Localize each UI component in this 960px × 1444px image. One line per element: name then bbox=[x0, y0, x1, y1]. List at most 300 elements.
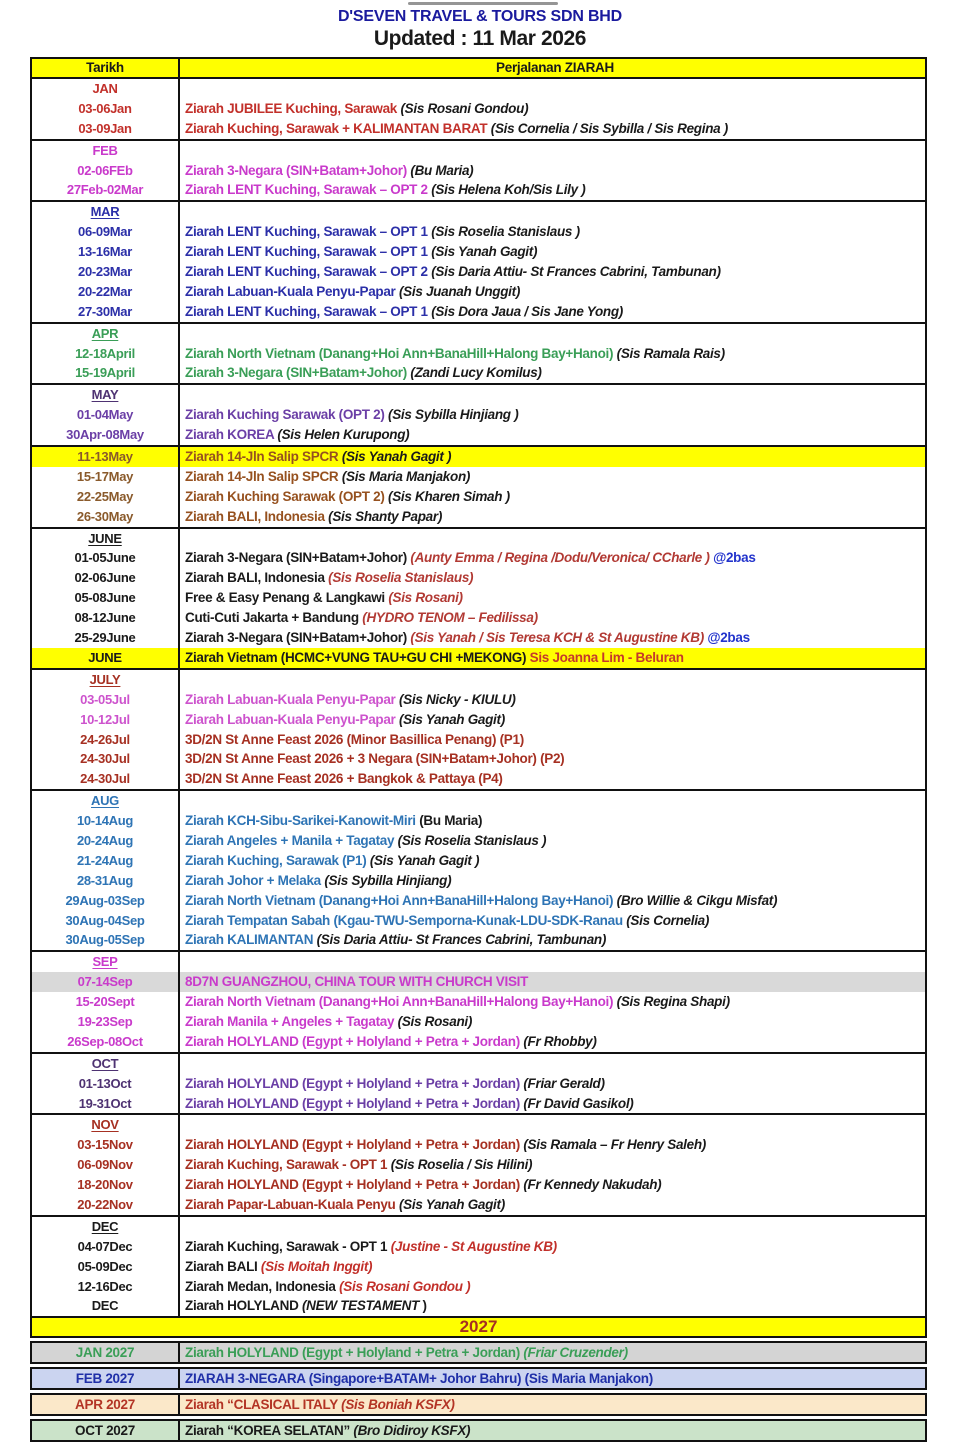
date-cell: 12-18April bbox=[32, 344, 180, 364]
trip-participants: (HYDRO TENOM – Fedilissa) bbox=[362, 610, 538, 626]
date-cell: OCT 2027 bbox=[32, 1421, 180, 1440]
trip-cell bbox=[180, 529, 925, 549]
trip-title: Ziarah HOLYLAND (Egypt + Holyland + Petra + Jordan) bbox=[185, 1095, 524, 1111]
trip-cell bbox=[180, 1195, 925, 1215]
date-cell: 10-14Aug bbox=[32, 811, 180, 831]
date-cell: JAN 2027 bbox=[32, 1343, 180, 1362]
month-group bbox=[30, 322, 927, 386]
trip-cell bbox=[180, 363, 925, 383]
trip-title: Ziarah Medan, Indonesia bbox=[185, 1278, 340, 1294]
trip-cell bbox=[180, 930, 925, 950]
trip-participants: (Sis Yanah Gagit ) bbox=[369, 852, 480, 868]
month-label: MAR bbox=[90, 204, 120, 220]
trip-title: Ziarah Vietnam (HCMC+VUNG TAU+GU CHI +MEKONG) bbox=[185, 649, 530, 665]
trip-participants: (Fr Kennedy Nakudah) bbox=[523, 1177, 662, 1193]
schedule-row bbox=[32, 282, 925, 302]
trip-cell bbox=[180, 710, 925, 730]
date-cell: 01-13Oct bbox=[32, 1074, 180, 1094]
schedule-row bbox=[32, 302, 925, 322]
schedule-row bbox=[32, 507, 925, 527]
trip-cell bbox=[180, 282, 925, 302]
date-cell: 07-14Sep bbox=[32, 972, 180, 992]
trip-participants: (Sis Boniah KSFX) bbox=[341, 1397, 455, 1413]
trip-participants: (Friar Cruzender) bbox=[523, 1345, 628, 1361]
month-header-cell bbox=[32, 202, 180, 222]
trip-participants: (Sis Maria Manjakon) bbox=[341, 468, 471, 484]
trip-cell bbox=[180, 302, 925, 322]
schedule-row bbox=[32, 447, 925, 467]
trip-cell bbox=[180, 385, 925, 405]
schedule-row bbox=[32, 930, 925, 950]
trip-title: Ziarah Johor + Melaka bbox=[185, 872, 325, 888]
trip-participants: (Sis Kharen Simah ) bbox=[388, 488, 510, 504]
trip-title: Ziarah LENT Kuching, Sarawak – OPT 2 bbox=[185, 264, 432, 280]
trip-participants: (Sis Yanah / Sis Teresa KCH & St Augustine KB) bbox=[410, 630, 704, 646]
trip-cell bbox=[180, 831, 925, 851]
trip-cell bbox=[180, 1296, 925, 1316]
trip-cell bbox=[180, 891, 925, 911]
schedule-row bbox=[32, 710, 925, 730]
trip-participants: (Sis Cornelia) bbox=[626, 912, 710, 928]
trip-cell bbox=[180, 548, 925, 568]
trip-cell bbox=[180, 180, 925, 200]
trip-cell bbox=[180, 911, 925, 931]
trip-participants: (Justine - St Augustine KB) bbox=[390, 1238, 557, 1254]
schedule-row bbox=[32, 1277, 925, 1297]
trip-cell bbox=[180, 992, 925, 1012]
month-header-row bbox=[32, 324, 925, 344]
schedule-groups bbox=[30, 77, 927, 1318]
trip-participants: (Sis Ramala Rais) bbox=[616, 345, 725, 361]
trip-participants: (Sis Dora Jaua / Sis Jane Yong) bbox=[431, 303, 623, 319]
date-cell: 30Aug-04Sep bbox=[32, 911, 180, 931]
date-cell: 03-09Jan bbox=[32, 119, 180, 139]
month-label: JAN bbox=[92, 81, 118, 96]
schedule-row bbox=[32, 425, 925, 445]
date-cell: 02-06June bbox=[32, 568, 180, 588]
trip-participants: (Sis Helen Kurupong) bbox=[277, 427, 410, 443]
date-cell: 29Aug-03Sep bbox=[32, 891, 180, 911]
trip-cell bbox=[180, 1054, 925, 1074]
date-cell: 10-12Jul bbox=[32, 710, 180, 730]
date-cell: 03-06Jan bbox=[32, 99, 180, 119]
schedule-row bbox=[32, 1032, 925, 1052]
date-cell: 15-17May bbox=[32, 467, 180, 487]
trip-title: Ziarah BALI bbox=[185, 1258, 261, 1274]
schedule-row bbox=[32, 119, 925, 139]
date-cell: 18-20Nov bbox=[32, 1175, 180, 1195]
trip-title: Ziarah Kuching, Sarawak - OPT 1 bbox=[185, 1238, 391, 1254]
column-header-tarikh: Tarikh bbox=[32, 59, 180, 77]
month-group bbox=[30, 200, 927, 323]
trip-participants: (Sis Ramala – Fr Henry Saleh) bbox=[523, 1137, 706, 1153]
schedule-row bbox=[32, 690, 925, 710]
date-cell: 02-06FEb bbox=[32, 161, 180, 181]
trip-title: @2bas bbox=[709, 550, 756, 566]
trip-participants: (Sis Rosani Gondou ) bbox=[339, 1278, 471, 1294]
trip-cell bbox=[180, 447, 925, 467]
trip-title: Ziarah Kuching, Sarawak + KALIMANTAN BARAT bbox=[185, 120, 491, 136]
trip-cell bbox=[180, 1369, 925, 1388]
trip-cell bbox=[180, 1135, 925, 1155]
schedule-row bbox=[32, 548, 925, 568]
date-cell: 19-23Sep bbox=[32, 1012, 180, 1032]
schedule-row bbox=[32, 851, 925, 871]
trip-title: Ziarah Angeles + Manila + Tagatay bbox=[185, 832, 398, 848]
trip-title: Ziarah Manila + Angeles + Tagatay bbox=[185, 1013, 398, 1029]
date-cell: 30Apr-08May bbox=[32, 425, 180, 445]
trip-title: Ziarah LENT Kuching, Sarawak – OPT 1 bbox=[185, 244, 432, 260]
trip-title: Ziarah LENT Kuching, Sarawak – OPT 1 bbox=[185, 224, 432, 240]
trip-cell bbox=[180, 405, 925, 425]
trip-title: Ziarah Tempatan Sabah (Kgau-TWU-Semporna-Kunak-LDU-SDK-Ranau bbox=[185, 912, 627, 928]
trip-participants: (Sis Moitah Inggit) bbox=[260, 1258, 373, 1274]
trip-cell bbox=[180, 1257, 925, 1277]
date-cell: 26Sep-08Oct bbox=[32, 1032, 180, 1052]
date-cell: JUNE bbox=[32, 648, 180, 668]
trip-title: Ziarah Labuan-Kuala Penyu-Papar bbox=[185, 691, 399, 707]
schedule-row bbox=[32, 1094, 925, 1114]
schedule-row bbox=[32, 831, 925, 851]
month-group bbox=[30, 445, 927, 529]
trip-title: Free & Easy Penang & Langkawi bbox=[185, 590, 389, 606]
month-group bbox=[30, 1052, 927, 1116]
trip-title: 8D7N GUANGZHOU, CHINA TOUR WITH CHURCH VISIT bbox=[185, 974, 529, 990]
date-cell: 08-12June bbox=[32, 608, 180, 628]
schedule-row bbox=[32, 871, 925, 891]
schedule-row bbox=[32, 222, 925, 242]
date-cell: 28-31Aug bbox=[32, 871, 180, 891]
month-label: MAY bbox=[91, 387, 119, 403]
month-header-row bbox=[32, 529, 925, 549]
trip-participants: (Zandi Lucy Komilus) bbox=[410, 365, 542, 381]
schedule-row bbox=[32, 1074, 925, 1094]
trip-cell bbox=[180, 242, 925, 262]
schedule-row bbox=[32, 648, 925, 668]
month-header-cell bbox=[32, 1115, 180, 1135]
month-label: DEC bbox=[91, 1218, 119, 1234]
trip-participants: (Sis Cornelia / Sis Sybilla / Sis Regina ) bbox=[490, 120, 728, 136]
trip-title: Cuti-Cuti Jakarta + Bandung bbox=[185, 610, 363, 626]
trip-title: Ziarah BALI, Indonesia bbox=[185, 570, 329, 586]
month-header-cell bbox=[32, 791, 180, 811]
trip-participants: (Sis Daria Attiu- St Frances Cabrini, Tambunan) bbox=[316, 932, 607, 948]
date-cell: 20-22Mar bbox=[32, 282, 180, 302]
trip-participants: (Sis Regina Shapi) bbox=[616, 994, 730, 1010]
date-cell: 24-30Jul bbox=[32, 769, 180, 789]
trip-cell bbox=[180, 811, 925, 831]
trip-participants: (Sis Shanty Papar) bbox=[328, 508, 443, 524]
date-cell: 24-30Jul bbox=[32, 749, 180, 769]
updated-date: Updated : 11 Mar 2026 bbox=[373, 27, 587, 50]
trip-title: 3D/2N St Anne Feast 2026 (Minor Basillica Penang) (P1) bbox=[185, 731, 524, 747]
trip-title: Ziarah HOLYLAND bbox=[185, 1298, 302, 1314]
trip-title: Ziarah 3-Negara (SIN+Batam+Johor) bbox=[185, 162, 411, 178]
month-group bbox=[30, 950, 927, 1053]
date-cell: 03-05Jul bbox=[32, 690, 180, 710]
month-header-row bbox=[32, 141, 925, 161]
trip-participants: (Sis Rosani Gondou) bbox=[400, 100, 529, 116]
trip-participants: (NEW TESTAMENT bbox=[301, 1298, 423, 1314]
trip-participants: (Bro Didiroy KSFX) bbox=[353, 1423, 471, 1439]
trip-title: Ziarah North Vietnam (Danang+Hoi Ann+BanaHill+Halong Bay+Hanoi) bbox=[185, 892, 617, 908]
trip-participants: (Bu Maria) bbox=[410, 162, 474, 178]
month-group bbox=[30, 668, 927, 791]
trip-title: Ziarah North Vietnam (Danang+Hoi Ann+BanaHill+Halong Bay+Hanoi) bbox=[185, 994, 617, 1010]
schedule-row bbox=[32, 769, 925, 789]
trip-title: Ziarah Labuan-Kuala Penyu-Papar bbox=[185, 283, 399, 299]
schedule-row bbox=[32, 911, 925, 931]
trip-cell bbox=[180, 568, 925, 588]
trip-title: Ziarah “KOREA SELATAN” bbox=[185, 1423, 354, 1439]
date-cell: 03-15Nov bbox=[32, 1135, 180, 1155]
trip-title: Ziarah Kuching Sarawak (OPT 2) bbox=[185, 407, 389, 423]
schedule-row bbox=[32, 1175, 925, 1195]
month-header-cell bbox=[32, 141, 180, 161]
trip-cell bbox=[180, 141, 925, 161]
date-cell: 20-22Nov bbox=[32, 1195, 180, 1215]
month-header-row bbox=[32, 791, 925, 811]
date-cell: 21-24Aug bbox=[32, 851, 180, 871]
schedule-row bbox=[32, 487, 925, 507]
date-cell: 01-04May bbox=[32, 405, 180, 425]
trip-cell bbox=[180, 648, 925, 668]
trip-participants: (Sis Roselia Stanislaus ) bbox=[431, 224, 580, 240]
schedule-row bbox=[32, 891, 925, 911]
trip-title: Ziarah BALI, Indonesia bbox=[185, 508, 329, 524]
trip-title: Ziarah 14-Jln Salip SPCR bbox=[185, 468, 342, 484]
month-header-cell bbox=[32, 1217, 180, 1237]
trip-participants: (Sis Yanah Gagit ) bbox=[341, 449, 452, 465]
column-header-perjalanan: Perjalanan ZIARAH bbox=[496, 60, 614, 75]
month-label: JULY bbox=[89, 671, 121, 687]
month-header-row bbox=[32, 670, 925, 690]
trip-cell bbox=[180, 1115, 925, 1135]
month-header-row bbox=[32, 79, 925, 99]
date-cell: APR 2027 bbox=[32, 1395, 180, 1414]
trip-participants: (Fr David Gasikol) bbox=[523, 1095, 634, 1111]
trip-cell bbox=[180, 851, 925, 871]
trip-title: Ziarah KCH-Sibu-Sarikei-Kanowit-Miri bbox=[185, 813, 420, 829]
trip-title: Ziarah HOLYLAND (Egypt + Holyland + Petra + Jordan) bbox=[185, 1137, 524, 1153]
trip-cell bbox=[180, 425, 925, 445]
trip-cell bbox=[180, 1395, 925, 1414]
month-header-row bbox=[32, 952, 925, 972]
date-cell: 19-31Oct bbox=[32, 1094, 180, 1114]
schedule-row bbox=[32, 405, 925, 425]
month-header-cell bbox=[32, 1054, 180, 1074]
trip-cell bbox=[180, 507, 925, 527]
month-header-cell bbox=[32, 670, 180, 690]
trip-title: 3D/2N St Anne Feast 2026 + 3 Negara (SIN+Batam+Johor) (P2) bbox=[185, 751, 565, 767]
date-cell: 20-23Mar bbox=[32, 262, 180, 282]
trip-cell bbox=[180, 608, 925, 628]
month-group bbox=[30, 527, 927, 670]
trip-cell bbox=[180, 222, 925, 242]
date-cell: FEB 2027 bbox=[32, 1369, 180, 1388]
trip-title: ) bbox=[422, 1298, 427, 1314]
month-label: JUNE bbox=[88, 530, 122, 546]
trip-cell bbox=[180, 1155, 925, 1175]
date-cell: DEC bbox=[32, 1296, 180, 1316]
rows-2027 bbox=[30, 1341, 927, 1442]
schedule-row bbox=[32, 344, 925, 364]
date-cell: 06-09Mar bbox=[32, 222, 180, 242]
trip-title: Ziarah Papar-Labuan-Kuala Penyu bbox=[185, 1196, 399, 1212]
month-header-row bbox=[32, 1115, 925, 1135]
trip-cell bbox=[180, 791, 925, 811]
trip-cell bbox=[180, 871, 925, 891]
trip-title: Ziarah HOLYLAND (Egypt + Holyland + Petra + Jordan) bbox=[185, 1033, 524, 1049]
schedule-row bbox=[32, 180, 925, 200]
month-header-row bbox=[32, 1054, 925, 1074]
schedule-row bbox=[32, 588, 925, 608]
trip-title: ZIARAH 3-NEGARA (Singapore+BATAM+ Johor Bahru) (Sis Maria Manjakon) bbox=[185, 1371, 653, 1387]
trip-cell bbox=[180, 1237, 925, 1257]
trip-participants: (Sis Nicky - KIULU) bbox=[398, 691, 516, 707]
trip-participants: (Sis Helena Koh/Sis Lily ) bbox=[431, 182, 586, 198]
trip-participants: (Sis Sybilla Hinjiang ) bbox=[388, 407, 519, 423]
trip-participants: (Friar Gerald) bbox=[523, 1075, 605, 1091]
schedule-row bbox=[32, 1296, 925, 1316]
date-cell: 01-05June bbox=[32, 548, 180, 568]
schedule-row bbox=[32, 568, 925, 588]
month-header-row bbox=[32, 1217, 925, 1237]
month-label: APR bbox=[91, 325, 119, 341]
trip-cell bbox=[180, 1012, 925, 1032]
trip-title: Ziarah 14-Jln Salip SPCR bbox=[185, 449, 342, 465]
trip-title: Ziarah “CLASICAL ITALY bbox=[185, 1397, 342, 1413]
trip-cell bbox=[180, 952, 925, 972]
trip-title: 3D/2N St Anne Feast 2026 + Bangkok & Pattaya (P4) bbox=[185, 771, 503, 787]
trip-cell bbox=[180, 1217, 925, 1237]
month-group bbox=[30, 1113, 927, 1216]
schedule-row bbox=[32, 628, 925, 648]
trip-title: Ziarah LENT Kuching, Sarawak – OPT 2 bbox=[185, 182, 432, 198]
trip-participants: (Sis Yanah Gagit) bbox=[398, 711, 505, 727]
trip-cell bbox=[180, 769, 925, 789]
schedule-row bbox=[32, 608, 925, 628]
date-cell: 25-29June bbox=[32, 628, 180, 648]
trip-participants: (Sis Yanah Gagit) bbox=[398, 1196, 505, 1212]
scan-artifact bbox=[408, 2, 558, 5]
trip-title: Ziarah Kuching, Sarawak (P1) bbox=[185, 852, 370, 868]
month-label: AUG bbox=[91, 793, 119, 809]
month-group bbox=[30, 139, 927, 203]
trip-title: Ziarah 3-Negara (SIN+Batam+Johor) bbox=[185, 365, 411, 381]
trip-title: Ziarah North Vietnam (Danang+Hoi Ann+BanaHill+Halong Bay+Hanoi) bbox=[185, 345, 617, 361]
trip-title: Ziarah Labuan-Kuala Penyu-Papar bbox=[185, 711, 399, 727]
schedule-row bbox=[30, 1367, 927, 1390]
trip-title: Ziarah JUBILEE Kuching, Sarawak bbox=[185, 100, 401, 116]
month-label: FEB bbox=[92, 142, 118, 158]
month-group bbox=[30, 1215, 927, 1318]
trip-participants: (Sis Roselia Stanislaus ) bbox=[397, 832, 547, 848]
date-cell: 06-09Nov bbox=[32, 1155, 180, 1175]
trip-cell bbox=[180, 1032, 925, 1052]
trip-participants: (Sis Roselia / Sis Hilini) bbox=[390, 1157, 533, 1173]
schedule-row bbox=[32, 262, 925, 282]
schedule-row bbox=[32, 242, 925, 262]
month-label: NOV bbox=[91, 1117, 119, 1133]
date-cell: 12-16Dec bbox=[32, 1277, 180, 1297]
schedule-row bbox=[32, 730, 925, 750]
month-header-cell bbox=[32, 324, 180, 344]
date-cell: 30Aug-05Sep bbox=[32, 930, 180, 950]
schedule-row bbox=[30, 1419, 927, 1442]
trip-cell bbox=[180, 1277, 925, 1297]
date-cell: 04-07Dec bbox=[32, 1237, 180, 1257]
date-cell: 05-08June bbox=[32, 588, 180, 608]
trip-title: Sis Joanna Lim - Beluran bbox=[529, 649, 684, 665]
trip-cell bbox=[180, 487, 925, 507]
date-cell: 15-19April bbox=[32, 363, 180, 383]
trip-cell bbox=[180, 670, 925, 690]
schedule-row bbox=[32, 1257, 925, 1277]
schedule-row bbox=[32, 467, 925, 487]
trip-participants: (Aunty Emma / Regina /Dodu/Veronica/ CCharle ) bbox=[410, 550, 710, 566]
month-group bbox=[30, 383, 927, 447]
schedule-row bbox=[30, 1341, 927, 1364]
trip-title: Ziarah Kuching, Sarawak - OPT 1 bbox=[185, 1157, 391, 1173]
trip-title: Ziarah HOLYLAND (Egypt + Holyland + Petra + Jordan) bbox=[185, 1075, 524, 1091]
month-label: SEP bbox=[92, 954, 118, 970]
trip-cell bbox=[180, 467, 925, 487]
trip-cell bbox=[180, 1343, 925, 1362]
date-cell: 05-09Dec bbox=[32, 1257, 180, 1277]
date-cell: 15-20Sept bbox=[32, 992, 180, 1012]
trip-participants: (Sis Yanah Gagit) bbox=[431, 244, 538, 260]
date-cell: 11-13May bbox=[32, 447, 180, 467]
trip-participants: (Sis Daria Attiu- St Frances Cabrini, Tambunan) bbox=[431, 264, 721, 280]
schedule-row bbox=[32, 749, 925, 769]
trip-cell bbox=[180, 1421, 925, 1440]
month-label: OCT bbox=[91, 1055, 119, 1071]
trip-title: Ziarah KOREA bbox=[185, 427, 278, 443]
schedule-row bbox=[32, 161, 925, 181]
trip-cell bbox=[180, 730, 925, 750]
date-cell: 22-25May bbox=[32, 487, 180, 507]
table-header-row bbox=[30, 57, 927, 79]
trip-title: Ziarah Kuching Sarawak (OPT 2) bbox=[185, 488, 389, 504]
trip-title: (Bu Maria) bbox=[419, 813, 483, 829]
date-cell: 27-30Mar bbox=[32, 302, 180, 322]
trip-participants: (Sis Roselia Stanislaus) bbox=[328, 570, 474, 586]
trip-title: Ziarah 3-Negara (SIN+Batam+Johor) bbox=[185, 550, 411, 566]
trip-cell bbox=[180, 1175, 925, 1195]
month-header-cell bbox=[32, 952, 180, 972]
schedule-row bbox=[32, 1012, 925, 1032]
month-header-cell bbox=[32, 529, 180, 549]
trip-cell bbox=[180, 344, 925, 364]
trip-cell bbox=[180, 1094, 925, 1114]
trip-cell bbox=[180, 324, 925, 344]
trip-cell bbox=[180, 1074, 925, 1094]
schedule-row bbox=[32, 1155, 925, 1175]
trip-cell bbox=[180, 972, 925, 992]
trip-cell bbox=[180, 79, 925, 99]
trip-title: Ziarah HOLYLAND (Egypt + Holyland + Petra + Jordan) bbox=[185, 1177, 524, 1193]
trip-cell bbox=[180, 119, 925, 139]
month-header-cell bbox=[32, 385, 180, 405]
date-cell: 24-26Jul bbox=[32, 730, 180, 750]
trip-title: Ziarah HOLYLAND (Egypt + Holyland + Petra + Jordan) bbox=[185, 1345, 524, 1361]
trip-participants: (Sis Juanah Unggit) bbox=[398, 283, 521, 299]
schedule-row bbox=[30, 1393, 927, 1416]
trip-title: Ziarah KALIMANTAN bbox=[185, 932, 317, 948]
trip-participants: (Fr Rhobby) bbox=[523, 1033, 597, 1049]
trip-title: @2bas bbox=[703, 630, 750, 646]
